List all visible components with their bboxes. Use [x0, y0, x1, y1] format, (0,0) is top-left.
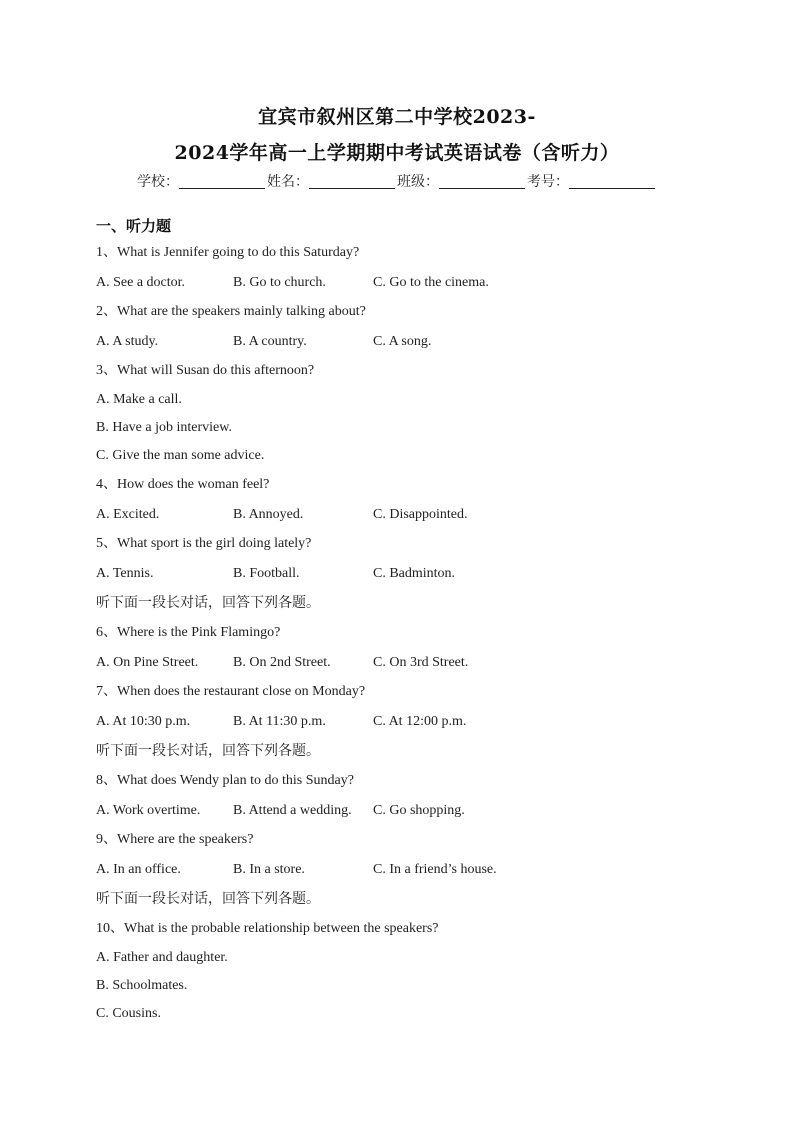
question-text: 9、Where are the speakers? [96, 832, 254, 847]
exam-title-line1: 宜宾市叙州区第二中学校2023- [258, 106, 536, 128]
answer-option[interactable]: A. Make a call. [96, 392, 182, 407]
name-label: 姓名： [267, 174, 309, 190]
answer-option[interactable]: C. At 12:00 p.m. [373, 714, 467, 729]
answer-option[interactable]: A. Work overtime. [96, 803, 201, 818]
class-blank[interactable] [439, 173, 525, 189]
answer-option[interactable]: B. In a store. [233, 862, 305, 877]
class-label: 班级： [397, 174, 439, 190]
question-text: 2、What are the speakers mainly talking about? [96, 304, 366, 319]
question-text: 4、How does the woman feel? [96, 477, 270, 492]
answer-option[interactable]: C. Go to the cinema. [373, 275, 489, 290]
answer-option[interactable]: B. A country. [233, 334, 307, 349]
answer-option[interactable]: A. At 10:30 p.m. [96, 714, 191, 729]
listening-instruction: 听下面一段长对话，回答下列各题。 [96, 743, 320, 759]
options-row [96, 268, 736, 297]
answer-option[interactable]: A. Father and daughter. [96, 950, 228, 965]
options-row [96, 855, 736, 884]
answer-option[interactable]: C. Go shopping. [373, 803, 465, 818]
options-row [96, 707, 736, 736]
answer-option[interactable]: A. Excited. [96, 507, 160, 522]
answer-option[interactable]: C. On 3rd Street. [373, 655, 469, 670]
answer-option[interactable]: C. Disappointed. [373, 507, 468, 522]
school-label: 学校： [137, 174, 179, 190]
exam-title-line2: 2024学年高一上学期期中考试英语试卷（含听力） [174, 142, 620, 164]
exam-number-label: 考号： [527, 174, 569, 190]
question-text: 8、What does Wendy plan to do this Sunday? [96, 773, 354, 788]
answer-option[interactable]: C. Cousins. [96, 1006, 161, 1021]
question-text: 5、What sport is the girl doing lately? [96, 536, 312, 551]
student-info-row [0, 171, 794, 191]
question-text: 10、What is the probable relationship between the speakers? [96, 921, 439, 936]
answer-option[interactable]: C. Give the man some advice. [96, 448, 265, 463]
question-text: 7、When does the restaurant close on Monday? [96, 684, 366, 699]
answer-option[interactable]: B. Schoolmates. [96, 978, 188, 993]
exam-number-blank[interactable] [569, 173, 655, 189]
answer-option[interactable]: A. In an office. [96, 862, 181, 877]
question-list [96, 214, 736, 1028]
answer-option[interactable]: C. In a friend’s house. [373, 862, 497, 877]
options-row [96, 796, 736, 825]
listening-instruction: 听下面一段长对话，回答下列各题。 [96, 595, 320, 611]
listening-instruction: 听下面一段长对话，回答下列各题。 [96, 891, 320, 907]
question-text: 1、What is Jennifer going to do this Saturday? [96, 245, 360, 260]
answer-option[interactable]: A. See a doctor. [96, 275, 186, 290]
answer-option[interactable]: B. Football. [233, 566, 300, 581]
answer-option[interactable]: B. Attend a wedding. [233, 803, 352, 818]
answer-option[interactable]: C. A song. [373, 334, 432, 349]
answer-option[interactable]: B. Go to church. [233, 275, 326, 290]
answer-option[interactable]: A. Tennis. [96, 566, 154, 581]
answer-option[interactable]: A. A study. [96, 334, 159, 349]
options-row [96, 559, 736, 588]
answer-option[interactable]: B. Have a job interview. [96, 420, 232, 435]
section-heading: 一、听力题 [96, 217, 172, 235]
school-blank[interactable] [179, 173, 265, 189]
options-row [96, 500, 736, 529]
options-row [96, 327, 736, 356]
answer-option[interactable]: B. Annoyed. [233, 507, 304, 522]
answer-option[interactable]: B. On 2nd Street. [233, 655, 331, 670]
question-text: 6、Where is the Pink Flamingo? [96, 625, 281, 640]
question-text: 3、What will Susan do this afternoon? [96, 363, 315, 378]
answer-option[interactable]: A. On Pine Street. [96, 655, 199, 670]
answer-option[interactable]: B. At 11:30 p.m. [233, 714, 326, 729]
answer-option[interactable]: C. Badminton. [373, 566, 456, 581]
options-row [96, 648, 736, 677]
name-blank[interactable] [309, 173, 395, 189]
